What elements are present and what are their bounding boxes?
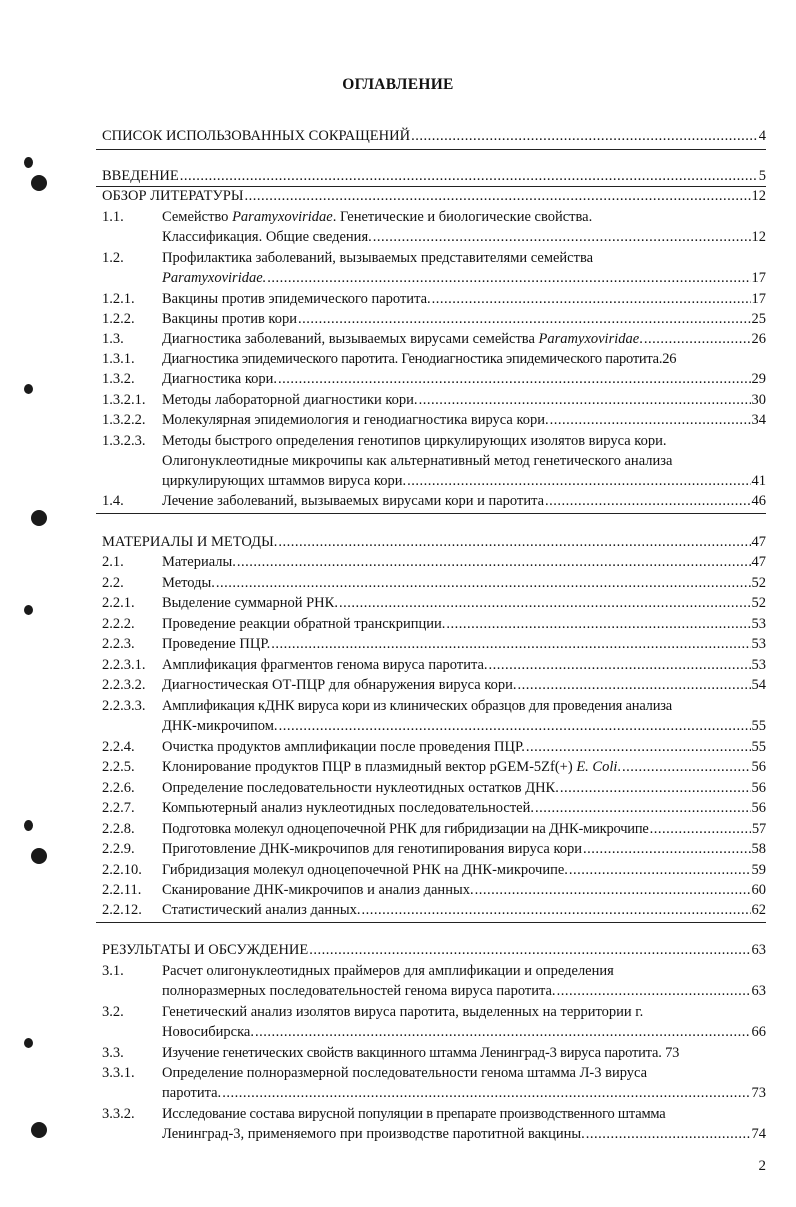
toc-line [162, 981, 766, 1001]
toc-number: 2.2.9. [102, 841, 135, 857]
toc-number: 2.2.3. [102, 636, 135, 652]
toc-entry [0, 248, 796, 288]
toc-number: 2.2.3.3. [102, 698, 146, 714]
toc-page: 41 [751, 473, 766, 489]
toc-text: Расчет олигонуклеотидных праймеров для амплификации и определения [162, 963, 614, 979]
toc-text: Диагностика кори. [162, 371, 278, 387]
toc-page: 52 [751, 575, 766, 591]
punch-mark [24, 384, 33, 394]
toc-text: Сканирование ДНК-микрочипов и анализ данных. [162, 882, 474, 898]
toc-line [102, 940, 766, 960]
toc-line [162, 1083, 766, 1103]
toc-number: 2.2.8. [102, 821, 135, 837]
toc-number: 2.2.4. [102, 739, 135, 755]
toc-page: 54 [751, 677, 766, 693]
toc-text-part: Семейство Paramyxoviridae. Генетические и биологические свойства. [162, 209, 593, 225]
toc-text: Изучение генетических свойств вакцинного штамма Ленинград-3 вируса паротита. [162, 1045, 662, 1061]
toc-text: Молекулярная эпидемиология и генодиагностика вируса кори. [162, 412, 549, 428]
page-title: ОГЛАВЛЕНИЕ [342, 76, 454, 93]
toc-entry [0, 900, 796, 920]
toc-number: 1.3.2.3. [102, 433, 146, 449]
toc-page: 56 [751, 759, 766, 775]
toc-line [162, 369, 766, 389]
toc-page: 17 [751, 291, 766, 307]
toc-line [162, 390, 766, 410]
toc-page: 52 [751, 595, 766, 611]
punch-mark [31, 175, 47, 191]
punch-mark [24, 605, 33, 615]
toc-text-cont: Ленинград-3, применяемого при производстве паротитной вакцины. [162, 1126, 585, 1142]
toc-number: 1.2.1. [102, 291, 135, 307]
toc-entry [0, 614, 796, 634]
divider [96, 149, 766, 150]
page-number: 2 [758, 1158, 766, 1174]
toc-page: 73 [751, 1085, 766, 1101]
toc-number: 3.3.1. [102, 1065, 135, 1081]
toc-page: 34 [751, 412, 766, 428]
toc-entry [0, 186, 796, 206]
toc-text: Амплификация фрагментов генома вируса паротита. [162, 657, 488, 673]
toc-line [162, 289, 766, 309]
toc-number: 2.1. [102, 554, 124, 570]
toc-page: 25 [751, 311, 766, 327]
toc-number: 3.2. [102, 1004, 124, 1020]
toc-entry [0, 961, 796, 1001]
toc-text: Диагностика эпидемического паротита. Генодиагностика эпидемического паротита. [162, 351, 663, 367]
toc-text-cont: полноразмерных последовательностей генома вируса паротита. [162, 983, 556, 999]
toc-line [162, 573, 766, 593]
toc-text: Гибридизация молекул одноцепочечной РНК на ДНК-микрочипе. [162, 862, 568, 878]
toc-entry [0, 166, 796, 186]
toc-line [162, 798, 766, 818]
toc-text: ВВЕДЕНИЕ [102, 168, 179, 184]
toc-page: 29 [751, 371, 766, 387]
toc-line [162, 778, 766, 798]
divider [96, 513, 766, 514]
toc-text: Методы. [162, 575, 215, 591]
toc-entry [0, 778, 796, 798]
toc-text: Лечение заболеваний, вызываемых вирусами кори и паротита [162, 493, 545, 509]
toc-text: РЕЗУЛЬТАТЫ И ОБСУЖДЕНИЕ [102, 942, 309, 958]
toc-entry [0, 1104, 796, 1144]
toc-text-cont: паротита. [162, 1085, 222, 1101]
toc-page: 62 [751, 902, 766, 918]
toc-number: 2.2.11. [102, 882, 142, 898]
toc-number: 1.3. [102, 331, 124, 347]
toc-line [162, 329, 766, 349]
punch-mark [24, 820, 33, 831]
toc-page: 56 [751, 780, 766, 796]
toc-page: 17 [751, 270, 766, 286]
toc-number: 1.3.2.1. [102, 392, 146, 408]
toc-line [162, 819, 766, 839]
toc-line [162, 552, 766, 572]
toc-text: ОБЗОР ЛИТЕРАТУРЫ [102, 188, 244, 204]
toc-line [162, 1022, 766, 1042]
toc-page: 56 [751, 800, 766, 816]
toc-entry [0, 573, 796, 593]
toc-entry [0, 1002, 796, 1042]
toc-entry [0, 369, 796, 389]
punch-mark [31, 848, 47, 864]
toc-entry [0, 532, 796, 552]
toc-line [162, 1124, 766, 1144]
toc-text: Методы лабораторной диагностики кори. [162, 392, 418, 408]
toc-number: 2.2.7. [102, 800, 135, 816]
toc-page: 12 [751, 188, 766, 204]
toc-text: Вакцины против кори [162, 311, 298, 327]
toc-number: 2.2.10. [102, 862, 142, 878]
toc-text: Диагностическая ОТ-ПЦР для обнаружения вируса кори. [162, 677, 517, 693]
toc-number: 1.3.2.2. [102, 412, 146, 428]
toc-entry [0, 839, 796, 859]
toc-number: 2.2. [102, 575, 124, 591]
toc-page: 53 [751, 616, 766, 632]
toc-page: 26 [662, 351, 677, 367]
toc-line [102, 126, 766, 146]
toc-text: Генетический анализ изолятов вируса паротита, выделенных на территории г. [162, 1004, 644, 1020]
toc-text: Исследование состава вирусной популяции в препарате производственного штамма [162, 1106, 666, 1122]
toc-number: 2.2.3.2. [102, 677, 146, 693]
toc-text: Методы быстрого определения генотипов циркулирующих изолятов вируса кори. [162, 433, 667, 449]
toc-page: 57 [751, 821, 766, 837]
toc-text: Профилактика заболеваний, вызываемых представителями семейства [162, 250, 594, 266]
toc-page: 60 [751, 882, 766, 898]
toc-text: Проведение ПЦР. [162, 636, 271, 652]
toc-text: Материалы. [162, 554, 236, 570]
toc-page: 47 [751, 554, 766, 570]
toc-number: 1.1. [102, 209, 124, 225]
toc-line [162, 349, 766, 369]
divider [96, 922, 766, 923]
toc-text: Вакцины против эпидемического паротита. [162, 291, 431, 307]
toc-number: 2.2.2. [102, 616, 135, 632]
toc-page: 5 [758, 168, 766, 184]
toc-entry [0, 552, 796, 572]
toc-entry [0, 431, 796, 491]
toc-entry [0, 126, 796, 146]
toc-entry [0, 289, 796, 309]
toc-entry [0, 940, 796, 960]
toc-number: 1.3.2. [102, 371, 135, 387]
toc-line [162, 491, 766, 511]
toc-number: 1.3.1. [102, 351, 135, 367]
toc-line [162, 900, 766, 920]
toc-line [162, 471, 766, 491]
toc-line [102, 166, 766, 186]
toc-text: Определение последовательности нуклеотидных остатков ДНК. [162, 780, 559, 796]
toc-line [162, 614, 766, 634]
toc-text: Амплификация кДНК вируса кори из клинических образцов для проведения анализа [162, 698, 673, 714]
toc-entry [0, 390, 796, 410]
toc-text: Определение полноразмерной последовательности генома штамма Л-3 вируса [162, 1065, 648, 1081]
toc-entry [0, 655, 796, 675]
toc-number: 3.3.2. [102, 1106, 135, 1122]
toc-text: Статистический анализ данных. [162, 902, 361, 918]
toc-entry [0, 491, 796, 511]
toc-page: 74 [751, 1126, 766, 1142]
toc-line [162, 716, 766, 736]
toc-entry [0, 309, 796, 329]
toc-entry [0, 798, 796, 818]
toc-entry [0, 880, 796, 900]
toc-page: 59 [751, 862, 766, 878]
toc-page: 55 [751, 718, 766, 734]
punch-mark [31, 1122, 47, 1138]
toc-line [162, 675, 766, 695]
toc-text-cont: циркулирующих штаммов вируса кори. [162, 473, 407, 489]
toc-line [162, 757, 766, 777]
toc-text: Компьютерный анализ нуклеотидных последовательностей. [162, 800, 534, 816]
toc-text-cont: Олигонуклеотидные микрочипы как альтернативный метод генетического анализа [162, 453, 673, 469]
toc-entry [0, 1043, 796, 1063]
toc-text: Приготовление ДНК-микрочипов для генотипирования вируса кори [162, 841, 583, 857]
toc-page: 46 [751, 493, 766, 509]
toc-line [162, 655, 766, 675]
toc-text-cont: Paramyxoviridae. [162, 270, 267, 286]
toc-entry [0, 737, 796, 757]
toc-entry [0, 207, 796, 247]
toc-text: Очистка продуктов амплификации после проведения ПЦР. [162, 739, 525, 755]
toc-text: Подготовка молекул одноцепочечной РНК для гибридизации на ДНК-микрочипе [162, 821, 649, 837]
punch-mark [24, 1038, 33, 1048]
toc-text: МАТЕРИАЛЫ И МЕТОДЫ. [102, 534, 278, 550]
toc-page: 66 [751, 1024, 766, 1040]
toc-number: 3.3. [102, 1045, 124, 1061]
toc-page: 53 [751, 657, 766, 673]
toc-page: 26 [751, 331, 766, 347]
toc-number: 1.2.2. [102, 311, 135, 327]
toc-line [162, 839, 766, 859]
toc-page: 53 [751, 636, 766, 652]
toc-number: 2.2.5. [102, 759, 135, 775]
toc-text: Клонирование продуктов ПЦР в плазмидный вектор pGEM-5Zf(+) E. Coli. [162, 759, 622, 775]
toc-number: 2.2.1. [102, 595, 135, 611]
toc-line [162, 309, 766, 329]
toc-entry [0, 1063, 796, 1103]
toc-text: Выделение суммарной РНК. [162, 595, 338, 611]
punch-mark [31, 510, 47, 526]
toc-line [162, 593, 766, 613]
toc-entry [0, 634, 796, 654]
toc-text-cont: Новосибирска. [162, 1024, 254, 1040]
toc-line [162, 634, 766, 654]
toc-text-cont: ДНК-микрочипом. [162, 718, 278, 734]
toc-page: 73 [665, 1045, 680, 1061]
toc-entry [0, 675, 796, 695]
toc-entry [0, 819, 796, 839]
toc-entry [0, 410, 796, 430]
toc-entry [0, 349, 796, 369]
toc-number: 2.2.12. [102, 902, 142, 918]
toc-text-cont: Классификация. Общие сведения. [162, 229, 372, 245]
toc-line [162, 410, 766, 430]
toc-entry [0, 329, 796, 349]
toc-page: 63 [751, 983, 766, 999]
toc-line [102, 186, 766, 206]
toc-page: 58 [751, 841, 766, 857]
toc-number: 1.2. [102, 250, 124, 266]
toc-text: Проведение реакции обратной транскрипции. [162, 616, 446, 632]
toc-line [102, 532, 766, 552]
toc-line [162, 268, 766, 288]
toc-entry [0, 696, 796, 736]
toc-page: 47 [751, 534, 766, 550]
toc-page: 4 [758, 128, 766, 144]
toc-page: 12 [751, 229, 766, 245]
toc-page: 63 [751, 942, 766, 958]
toc-entry [0, 860, 796, 880]
toc-page: 55 [751, 739, 766, 755]
toc-line [162, 880, 766, 900]
toc-entry [0, 757, 796, 777]
toc-number: 3.1. [102, 963, 124, 979]
toc-text [162, 207, 592, 227]
toc-text: СПИСОК ИСПОЛЬЗОВАННЫХ СОКРАЩЕНИЙ [102, 128, 411, 144]
toc-line [162, 860, 766, 880]
toc-line [162, 1043, 766, 1063]
toc-number: 1.4. [102, 493, 124, 509]
toc-number: 2.2.6. [102, 780, 135, 796]
toc-entry [0, 593, 796, 613]
toc-line [162, 737, 766, 757]
punch-mark [24, 157, 33, 168]
toc-text: Диагностика заболеваний, вызываемых вирусами семейства Paramyxoviridae. [162, 331, 643, 347]
toc-page: 30 [751, 392, 766, 408]
toc-number: 2.2.3.1. [102, 657, 146, 673]
toc-line [162, 227, 766, 247]
